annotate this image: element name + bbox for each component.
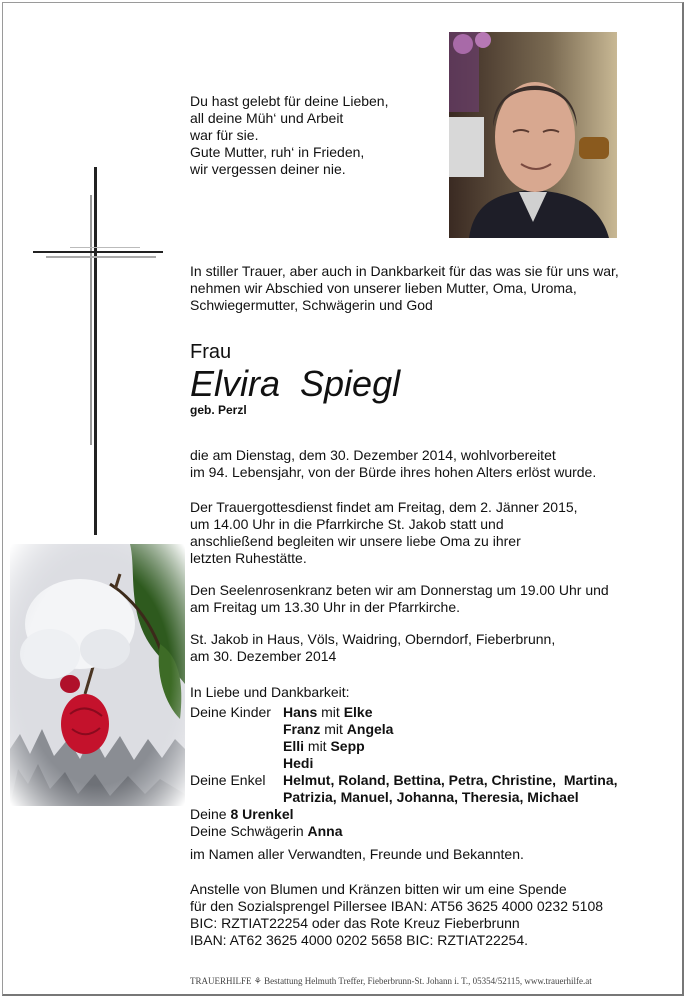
intro-paragraph: [190, 263, 619, 314]
footer-undertaker: TRAUERHILFE ⚘ Bestattung Helmuth Treffer, Fieberbrunn-St. Johann i. T., 05354/52115, www.trauerhilfe.at: [190, 976, 592, 986]
family-row: [190, 823, 618, 840]
family-names: Anna: [307, 823, 343, 839]
family-label: Deine Enkel: [190, 772, 266, 788]
salutation: Frau: [190, 341, 232, 363]
love-line: In Liebe und Dankbarkeit:: [190, 684, 350, 700]
place-date-line: St. Jakob in Haus, Völs, Waidring, Oberndorf, Fieberbrunn,: [190, 631, 556, 647]
family-row: [190, 755, 618, 772]
family-row: [190, 721, 618, 738]
intro-line: Schwiegermutter, Schwägerin und God: [190, 297, 433, 313]
funeral-line: anschließend begleiten wir unsere liebe Oma zu ihrer: [190, 533, 521, 549]
rose-snow-picture: [10, 544, 185, 806]
place-date: [190, 631, 555, 665]
poem-line: all deine Müh‘ und Arbeit: [190, 110, 344, 126]
rosary-line: Den Seelenrosenkranz beten wir am Donnerstag um 19.00 Uhr und: [190, 582, 609, 598]
death-notice-line: die am Dienstag, dem 30. Dezember 2014, wohlvorbereitet: [190, 447, 556, 463]
family-label: Deine Schwägerin: [190, 823, 308, 839]
poem: [190, 93, 388, 178]
place-date-line: am 30. Dezember 2014: [190, 648, 337, 664]
funeral-line: Der Trauergottesdienst findet am Freitag, dem 2. Jänner 2015,: [190, 499, 578, 515]
intro-line: nehmen wir Abschied von unserer lieben Mutter, Oma, Uroma,: [190, 280, 577, 296]
donation-line: IBAN: AT62 3625 4000 0202 5658 BIC: RZTIAT22254.: [190, 932, 529, 948]
funeral-paragraph: [190, 499, 578, 567]
funeral-line: um 14.00 Uhr in die Pfarrkirche St. Jakob statt und: [190, 516, 504, 532]
family-row: [190, 772, 618, 789]
family-names: Hans mit Elke: [283, 704, 373, 720]
rosary-line: am Freitag um 13.30 Uhr in der Pfarrkirche.: [190, 599, 460, 615]
poem-line: Du hast gelebt für deine Lieben,: [190, 93, 389, 109]
family-names: Helmut, Roland, Bettina, Petra, Christine, Martina,: [283, 772, 618, 788]
portrait-photo: [449, 32, 617, 238]
family-label: Deine: [190, 806, 231, 822]
poem-line: Gute Mutter, ruh‘ in Frieden,: [190, 144, 365, 160]
funeral-line: letzten Ruhestätte.: [190, 550, 307, 566]
family-names: Hedi: [283, 755, 314, 771]
family-label: Deine Kinder: [190, 704, 271, 720]
donation-line: Anstelle von Blumen und Kränzen bitten wir um eine Spende: [190, 881, 567, 897]
family-names: 8 Urenkel: [230, 806, 294, 822]
donation-line: BIC: RZTIAT22254 oder das Rote Kreuz Fieberbrunn: [190, 915, 520, 931]
relatives-line: im Namen aller Verwandten, Freunde und Bekannten.: [190, 846, 524, 862]
family-names: Patrizia, Manuel, Johanna, Theresia, Michael: [283, 789, 579, 805]
donation-paragraph: [190, 881, 603, 949]
donation-line: für den Sozialsprengel Pillersee IBAN: AT56 3625 4000 0232 5108: [190, 898, 604, 914]
rosary-paragraph: [190, 582, 609, 616]
family-names: Elli mit Sepp: [283, 738, 365, 754]
deceased-name: [190, 362, 400, 406]
poem-line: wir vergessen deiner nie.: [190, 161, 346, 177]
family-names: Franz mit Angela: [283, 721, 394, 737]
cross-icon: [30, 165, 170, 537]
deceased-name-text: Elvira Spiegl: [190, 363, 401, 404]
family-row: [190, 806, 618, 823]
poem-line: war für sie.: [190, 127, 259, 143]
family-row: [190, 704, 618, 721]
death-notice: [190, 447, 596, 481]
birth-name: geb. Perzl: [190, 403, 247, 417]
family-row: [190, 738, 618, 755]
death-notice-line: im 94. Lebensjahr, von der Bürde ihres hohen Alters erlöst wurde.: [190, 464, 597, 480]
family-row: [190, 789, 618, 806]
intro-line: In stiller Trauer, aber auch in Dankbarkeit für das was sie für uns war,: [190, 263, 619, 279]
family-list: [190, 704, 618, 840]
